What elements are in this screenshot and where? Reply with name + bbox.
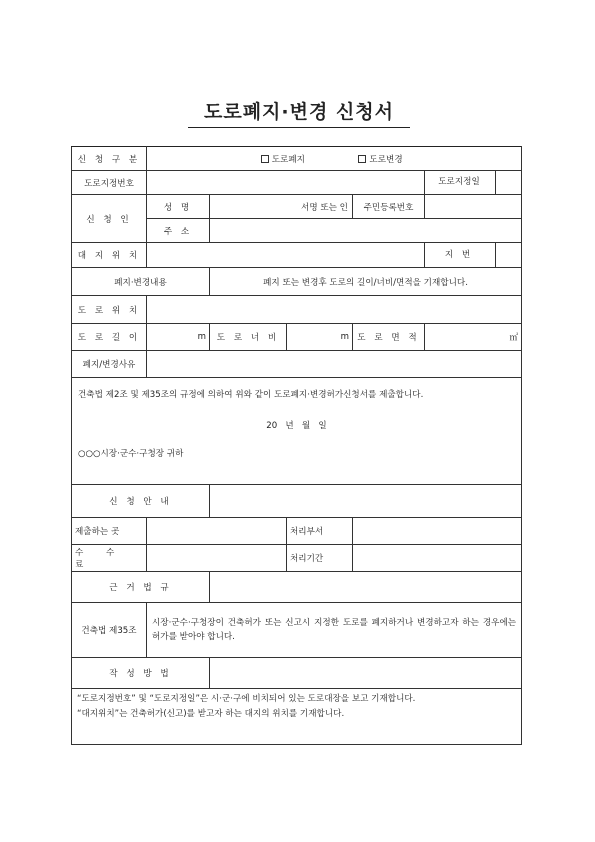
resident-no-label: 주민등록번호 [353,195,425,219]
reason-label: 폐지/변경사유 [72,351,147,378]
title-underline [188,127,410,128]
law-label: 건축법 제35조 [72,603,147,658]
road-designation-no-field[interactable] [147,171,425,195]
name-field[interactable] [210,195,353,219]
reason-field[interactable] [147,351,522,378]
road-area-label: 도 로 면 적 [353,324,425,351]
declaration-recipient: ○○○시장·군수·구청장 귀하 [78,449,184,459]
guide-field [210,485,522,518]
period-field [353,545,522,572]
applicant-label: 신 청 인 [72,195,147,243]
road-location-field[interactable] [147,296,522,324]
road-length-label: 도 로 길 이 [72,324,147,351]
address-field[interactable] [210,219,522,243]
road-width-label: 도 로 너 비 [210,324,287,351]
fee-field [147,545,287,572]
fee-label: 수 수 료 [72,545,147,572]
road-designation-date-field[interactable] [496,171,521,194]
guide-label: 신 청 안 내 [72,485,210,518]
content-field[interactable] [210,268,522,296]
lot-no-field[interactable] [496,243,521,267]
application-form [71,146,522,745]
dept-label: 처리부서 [287,518,353,545]
resident-no-field[interactable] [425,195,522,219]
how-to-label: 작 성 방 법 [72,658,210,689]
note-site-location: “대지위치”는 건축허가(신고)를 받고자 하는 대지의 위치를 기재합니다. [77,709,345,719]
checkbox-icon[interactable] [261,155,269,163]
submit-place-field [147,518,287,545]
content-hint: 폐지 또는 변경후 도로의 길이/너비/면적을 기재합니다. [263,277,468,288]
form-title: 도로폐지·변경 신청서 [203,101,395,123]
site-location-label: 대 지 위 치 [72,243,147,268]
road-location-label: 도 로 위 치 [72,296,147,324]
declaration-date: 20 년 월 일 [266,421,327,431]
road-designation-date-label: 도로지정일 [425,171,497,194]
how-to-field [210,658,522,689]
option-abolish[interactable]: 도로폐지 [261,155,305,165]
request-type-label: 신 청 구 분 [72,147,147,171]
road-designation-no-label: 도로지정번호 [72,171,147,195]
name-label: 성 명 [147,195,210,219]
submit-place-label: 제출하는 곳 [72,518,147,545]
address-label: 주 소 [147,219,210,243]
dept-field [353,518,522,545]
option-change[interactable]: 도로변경 [358,155,402,165]
lot-no-label: 지 번 [425,243,497,267]
how-to-notes [72,689,522,745]
request-type-options [147,147,522,171]
road-width-field[interactable]: m [287,324,353,351]
site-location-field[interactable] [147,243,425,268]
declaration-text: 건축법 제2조 및 제35조의 규정에 의하여 위와 같이 도로폐지·변경허가신청서를 제출합니다. [78,390,424,400]
declaration-block [72,378,522,485]
legal-basis-field [210,572,522,603]
road-length-field[interactable]: m [147,324,210,351]
law-text: 시장·군수·구청장이 건축허가 또는 신고시 지정한 도로를 폐지하거나 변경하고자 하는 경우에는 허가를 받아야 합니다. [147,603,522,658]
road-area-field[interactable]: ㎡ [425,324,522,351]
signature-text: 서명 또는 인 [301,202,348,213]
checkbox-icon[interactable] [358,155,366,163]
note-road-designation: “도로지정번호” 및 “도로지정일”은 시·군·구에 비치되어 있는 도로대장을 보고 기재합니다. [77,694,416,704]
legal-basis-label: 근 거 법 규 [72,572,210,603]
period-label: 처리기간 [287,545,353,572]
content-label: 폐지·변경내용 [72,268,210,296]
